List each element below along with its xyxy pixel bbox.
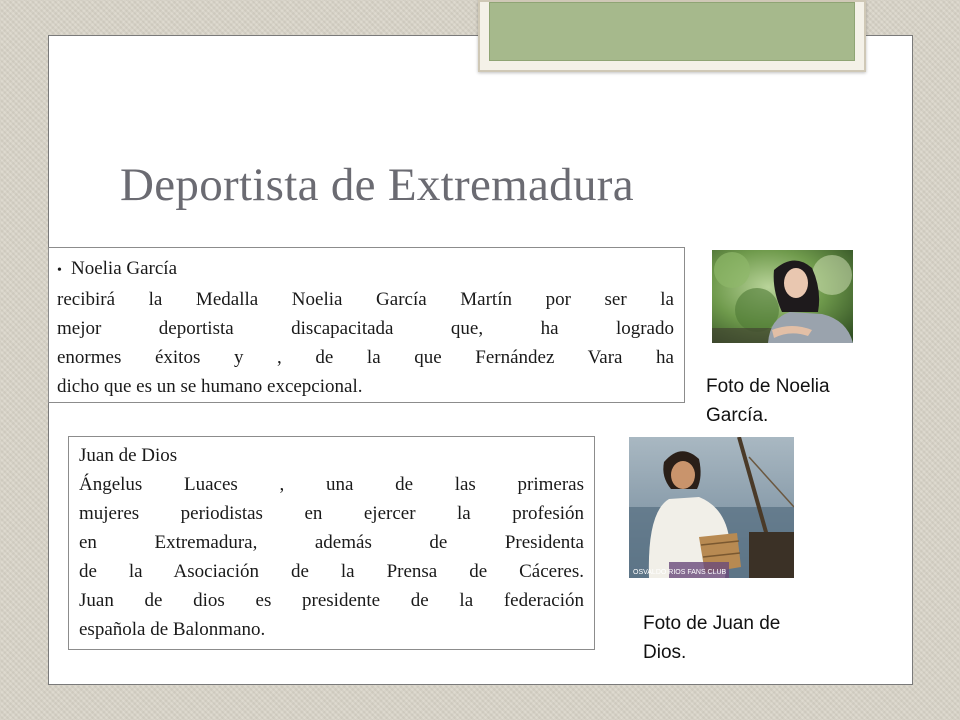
juan-caption-line-1: Foto de Juan de bbox=[643, 613, 781, 634]
noelia-line-4: dicho que es un se humano excepcional. bbox=[57, 376, 363, 397]
juan-text-box bbox=[68, 436, 595, 650]
bullet: • bbox=[57, 263, 62, 278]
noelia-photo bbox=[712, 250, 853, 343]
juan-photo-image bbox=[629, 437, 794, 578]
juan-line-3: en Extremadura, además de Presidenta bbox=[79, 532, 584, 553]
decorative-tab-fill bbox=[489, 2, 855, 61]
noelia-text-box bbox=[48, 247, 685, 403]
noelia-caption-line-1: Foto de Noelia bbox=[706, 376, 830, 397]
noelia-heading: Noelia García bbox=[71, 258, 178, 279]
juan-line-2: mujeres periodistas en ejercer la profesión bbox=[79, 503, 584, 524]
noelia-line-1: recibirá la Medalla Noelia García Martín por ser la bbox=[57, 289, 674, 310]
noelia-line-3: enormes éxitos y , de la que Fernández Vara ha bbox=[57, 347, 674, 368]
juan-photo bbox=[629, 437, 794, 578]
noelia-heading-row bbox=[57, 254, 674, 285]
juan-caption bbox=[643, 609, 833, 667]
noelia-caption-line-2: García. bbox=[706, 405, 769, 426]
juan-caption-line-2: Dios. bbox=[643, 642, 687, 663]
juan-heading: Juan de Dios bbox=[79, 445, 178, 466]
juan-line-5: Juan de dios es presidente de la federación bbox=[79, 590, 584, 611]
noelia-caption bbox=[706, 372, 876, 430]
juan-photo-watermark: OSVALDO RIOS FANS CLUB bbox=[633, 569, 727, 576]
noelia-line-2: mejor deportista discapacitada que, ha logrado bbox=[57, 318, 674, 339]
juan-line-4: de la Asociación de la Prensa de Cáceres. bbox=[79, 561, 584, 582]
juan-line-1: Ángelus Luaces , una de las primeras bbox=[79, 474, 584, 495]
noelia-photo-image bbox=[712, 250, 853, 343]
slide-title: Deportista de Extremadura bbox=[120, 159, 634, 211]
decorative-tab bbox=[478, 0, 866, 72]
juan-line-6: española de Balonmano. bbox=[79, 619, 266, 640]
